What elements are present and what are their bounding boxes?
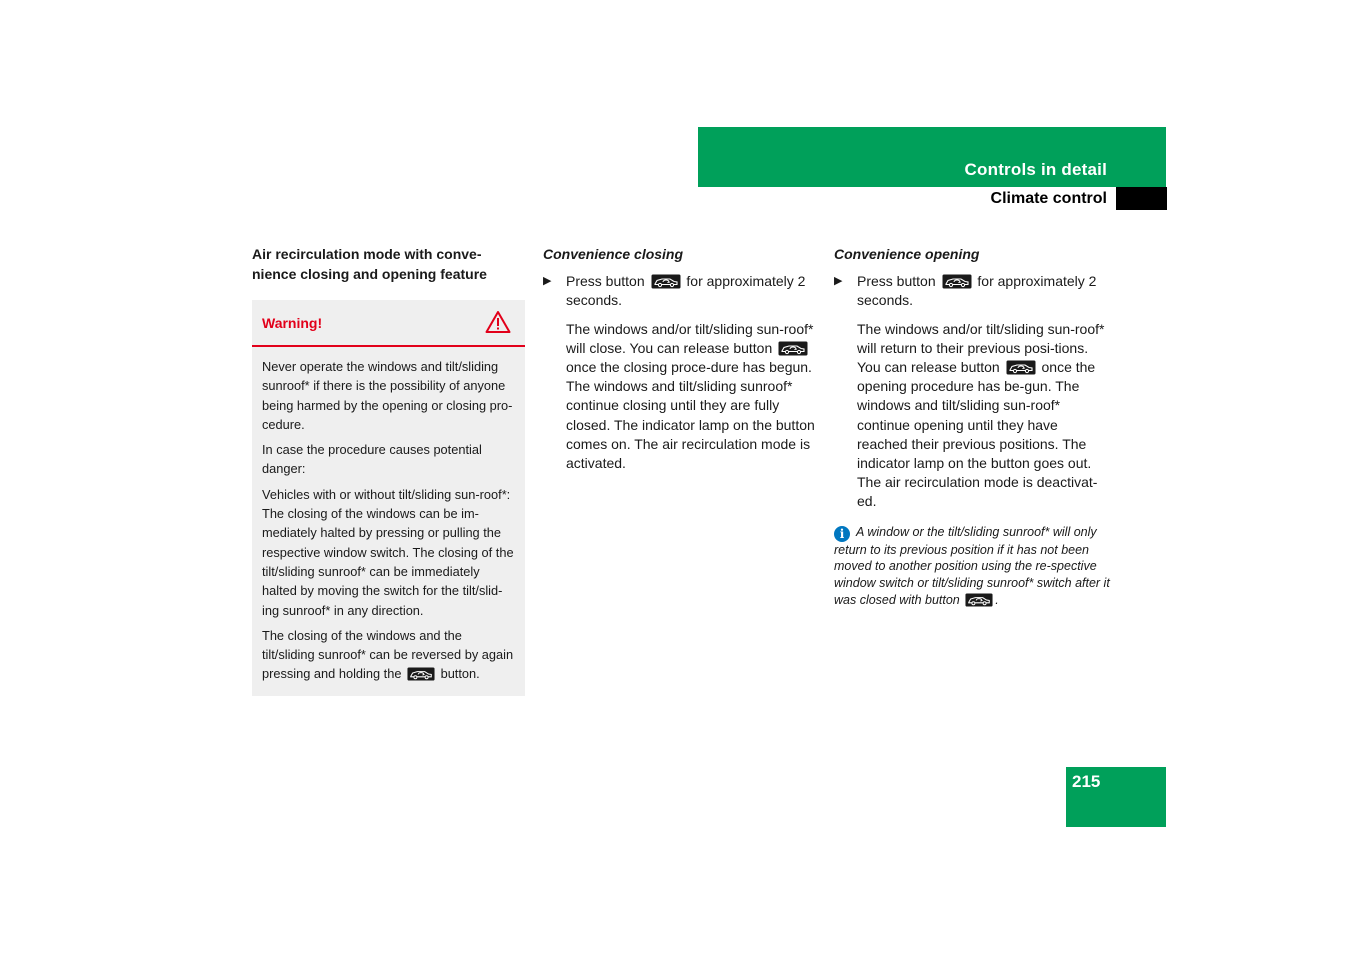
description-text: once the closing proce-dure has begun. The windows and tilt/sliding sunroof* continue closing until they are fully closed. The indicator lamp on the button comes on. The air recirculation mode is activated. — [566, 359, 815, 472]
warning-paragraph: Vehicles with or without tilt/sliding sun-roof*: The closing of the windows can be im-mediately halted by pressing or pulling the respective window switch. The closing of the tilt/sliding sunroof* can be immediately halted by moving the switch for the tilt/slid-ing sunroof* in any direction. — [262, 486, 514, 618]
step-text: for approximately 2 seconds. — [566, 273, 806, 309]
warning-text: The closing of the windows and the tilt/sliding sunroof* can be reversed by again pressing and holding the — [262, 627, 514, 682]
info-text: . — [995, 593, 999, 608]
warning-triangle-icon — [485, 310, 511, 334]
warning-paragraph: Never operate the windows and tilt/sliding sunroof* if there is the possibility of anyone being harmed by the opening or closing pro-cedure. — [262, 359, 513, 432]
warning-label: Warning! — [262, 315, 323, 331]
page-number-band — [1066, 767, 1166, 827]
convenience-opening-title: Convenience opening — [834, 246, 980, 262]
chapter-title: Controls in detail — [964, 160, 1107, 179]
section-title: Climate control — [990, 190, 1107, 207]
closing-description — [566, 320, 818, 474]
description-text: The windows and/or tilt/sliding sun-roof* will close. You can release button — [566, 320, 814, 356]
warning-box — [252, 300, 525, 696]
step-text: Press button — [566, 273, 645, 290]
bullet-arrow-icon: ▶ — [543, 275, 552, 288]
description-text: The windows and/or tilt/sliding sun-roof* will return to their previous posi-tions. You can release button — [857, 320, 1105, 376]
convenience-closing-title: Convenience closing — [543, 246, 684, 262]
opening-description — [857, 320, 1112, 512]
info-note — [834, 524, 1112, 609]
recirculation-button-icon — [965, 593, 993, 607]
step-text: for approximately 2 seconds. — [857, 273, 1097, 309]
closing-step — [543, 272, 818, 310]
info-text: A window or the tilt/sliding sunroof* will only return to its previous position if it has not been moved to another position using the re-spective window switch or tilt/sliding sunroof* switch after it was closed with button — [834, 524, 1110, 608]
warning-header — [252, 300, 525, 347]
feature-heading — [252, 245, 525, 284]
convenience-closing-column — [543, 245, 818, 473]
info-icon: i — [834, 526, 850, 542]
step-text: Press button — [857, 273, 936, 290]
warning-paragraph: In case the procedure causes potential danger: — [262, 442, 482, 477]
closing-step-text — [566, 272, 818, 310]
recirculation-button-icon — [407, 667, 435, 681]
recirculation-button-icon — [778, 341, 808, 356]
description-text: once the opening procedure has be-gun. The windows and tilt/sliding sun-roof* continue opening until they have reached their previous positions. The indicator lamp on the button goes out. The air recirculation mode is deactivat-ed. — [857, 359, 1098, 510]
recirculation-button-icon — [1006, 360, 1036, 375]
recirculation-button-icon — [651, 274, 681, 289]
chapter-header-band — [698, 127, 1166, 187]
bullet-arrow-icon: ▶ — [834, 275, 843, 288]
feature-heading-line2: nience closing and opening feature — [252, 265, 487, 282]
left-column — [252, 245, 525, 696]
convenience-opening-column — [834, 245, 1112, 609]
warning-text: button. — [440, 666, 480, 682]
feature-heading-line1: Air recirculation mode with conve- — [252, 246, 482, 262]
warning-body — [252, 347, 525, 684]
opening-step — [834, 272, 1112, 310]
page-number: 215 — [1072, 772, 1101, 791]
section-tab-marker — [1116, 187, 1167, 210]
opening-step-text — [857, 272, 1112, 310]
recirculation-button-icon — [942, 274, 972, 289]
warning-paragraph-reverse — [262, 626, 515, 684]
